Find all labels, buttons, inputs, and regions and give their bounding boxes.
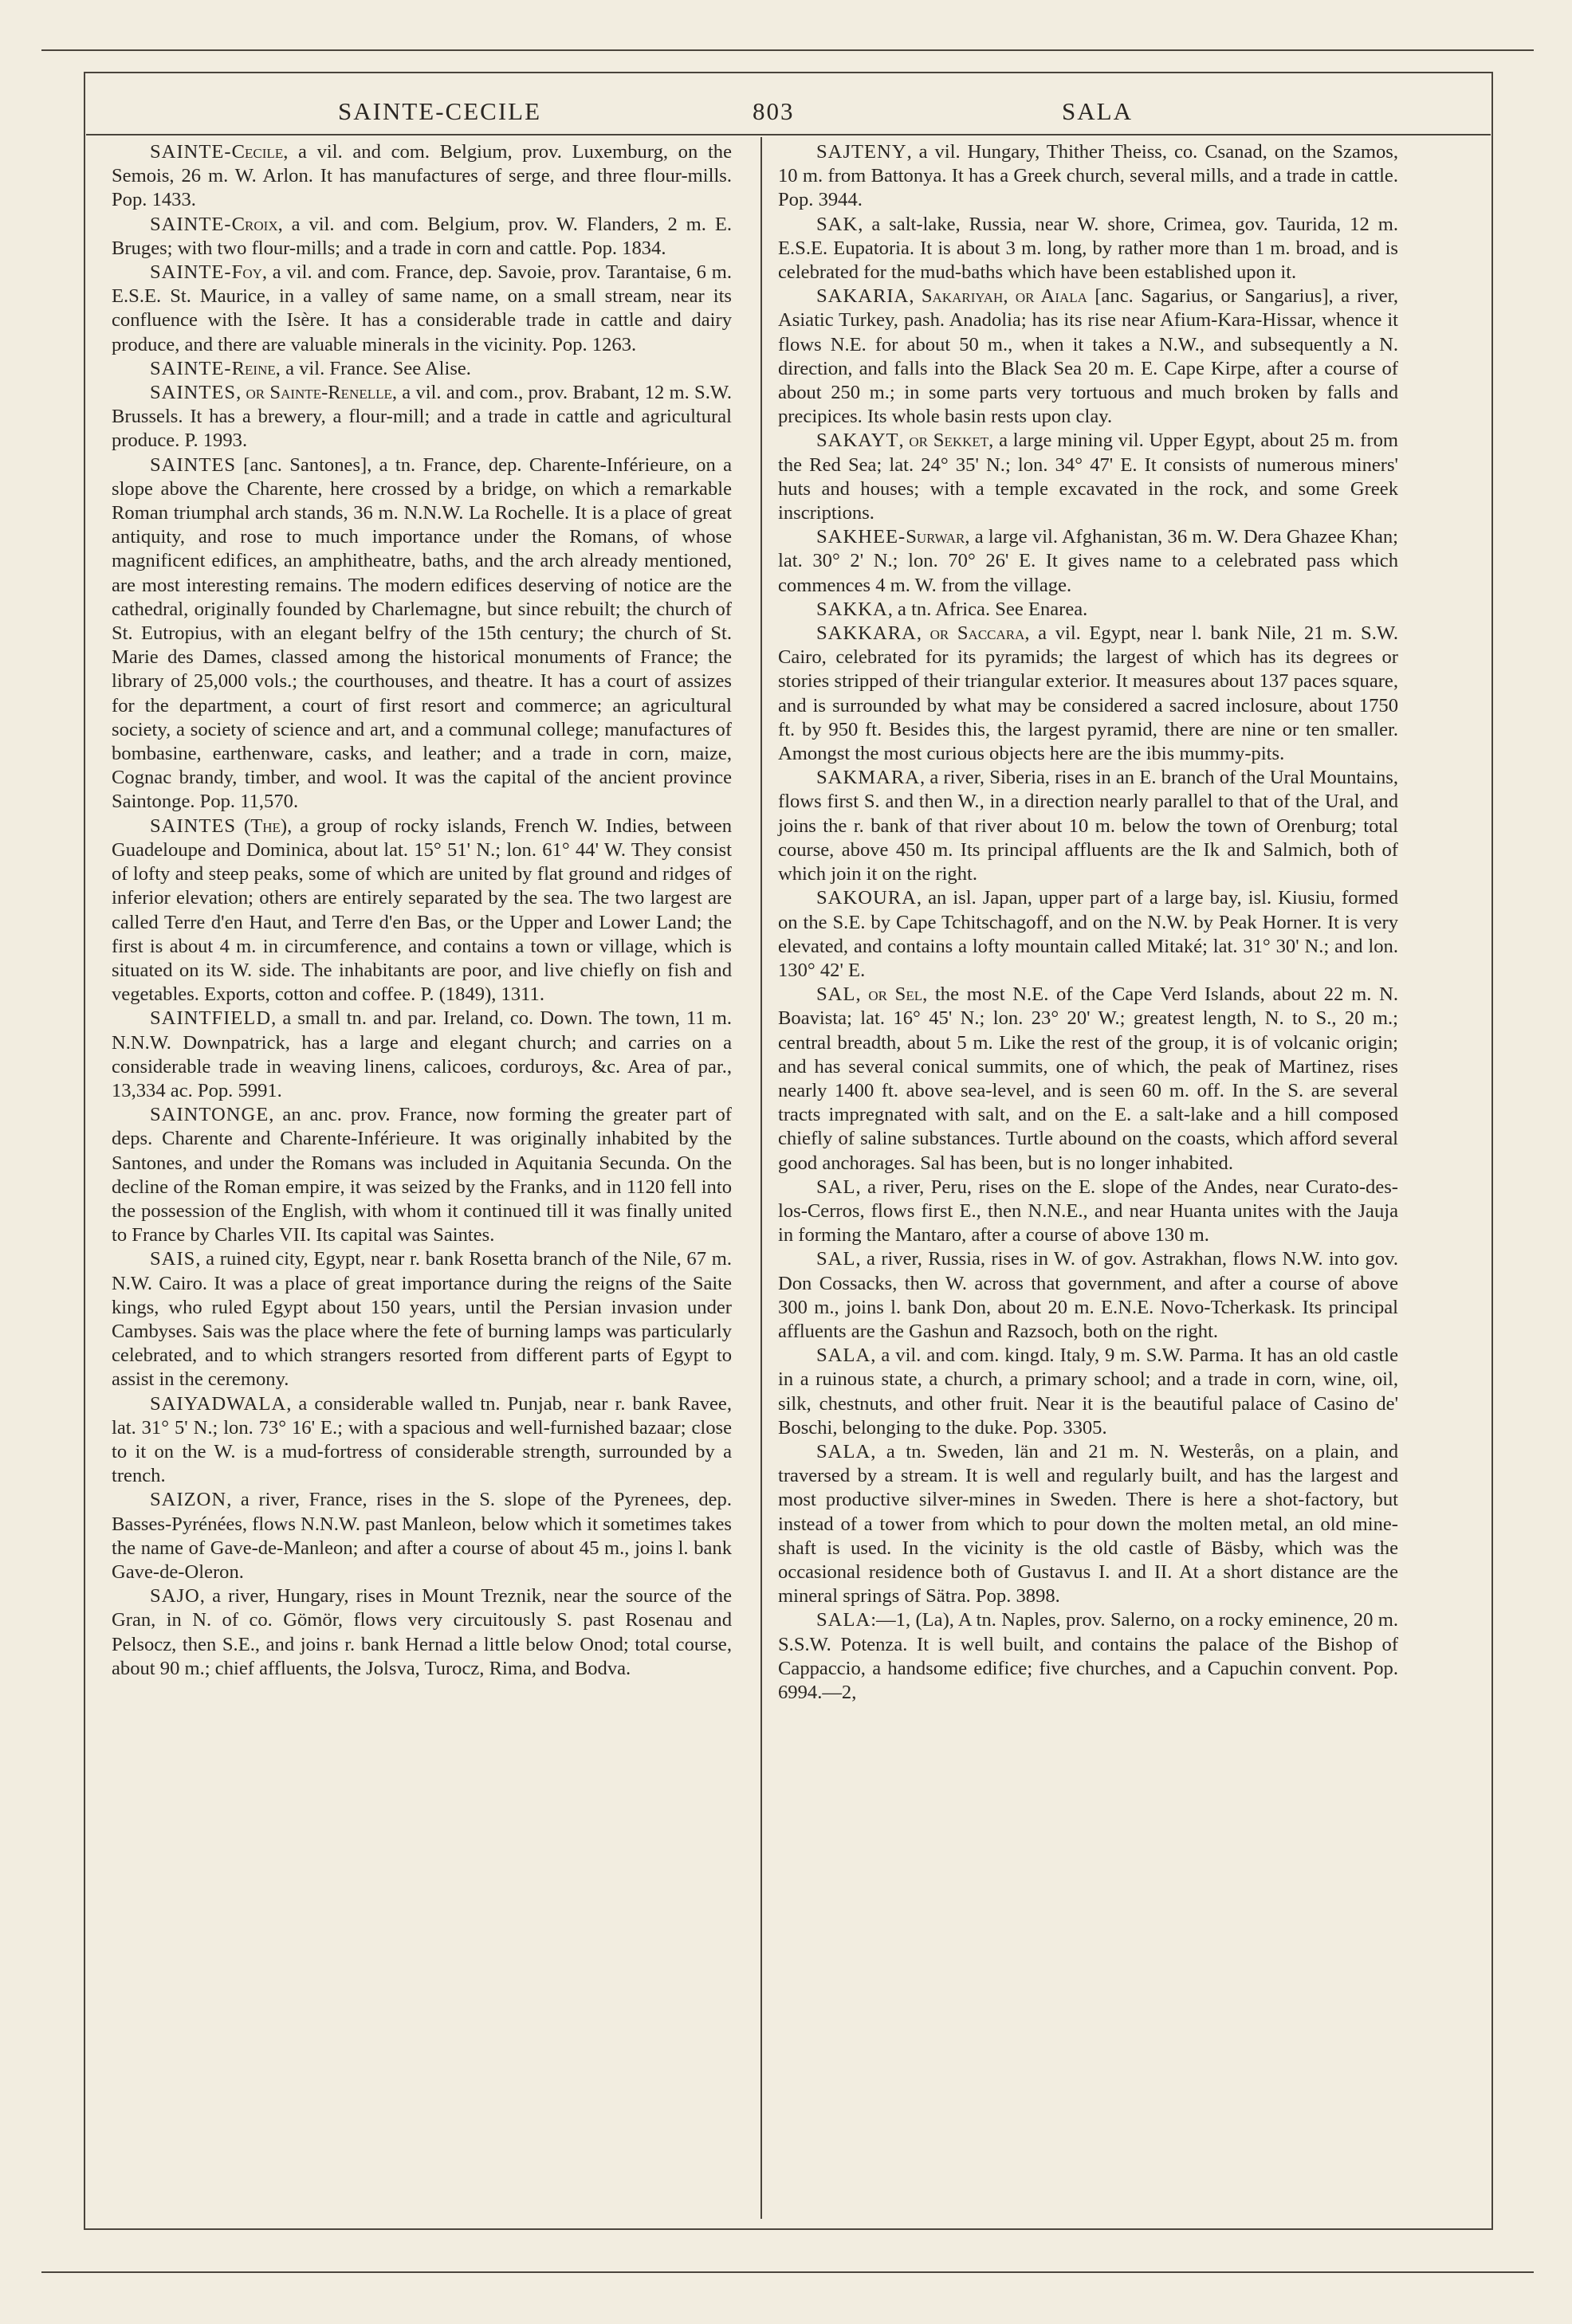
- running-header: [86, 86, 1489, 134]
- frame-outer-bottom: [41, 2271, 1534, 2273]
- frame-inner-left: [84, 72, 85, 2230]
- entry: SAKHEE-Surwar, a large vil. Afghanistan, 36 m. W. Dera Ghazee Khan; lat. 30° 2' N.; lon. 70° 26' E. It gives name to a celebrated pass which commences 4 m. W. from the village.: [778, 526, 1398, 596]
- entry: SAJO, a river, Hungary, rises in Mount Treznik, near the source of the Gran, in N. of co. Gömör, flows very circuitously S. past Rosenau and Pelsocz, then S.E., and joins r. bank Hernad a little below Onod; total course, about 90 m.; chief affluents, the Jolsva, Turocz, Rima, and Bodva.: [112, 1585, 732, 1679]
- entry: SAL, a river, Russia, rises in W. of gov. Astrakhan, flows N.W. into gov. Don Cossacks, then W. across that government, and after a course of above 300 m., joins l. bank Don, about 20 m. E.N.E. Novo-Tcherkask. Its principal affluents are the Gashun and Razsoch, both on the right.: [778, 1248, 1398, 1342]
- frame-inner-bottom: [84, 2228, 1493, 2230]
- entry: SAKARIA, Sakariyah, or Aiala [anc. Sagarius, or Sangarius], a river, Asiatic Turkey, pash. Anadolia; has its rise near Afium-Kara-Hissar, whence it flows N.E. for about 50 m., when it takes a N.W., and subsequently a N. direction, and falls into the Black Sea 20 m. E. Cape Kirpe, after a course of about 250 m.; in some parts very tortuous and much broken by falls and precipices. Its whole basin rests upon clay.: [778, 285, 1398, 428]
- entry: SAINTFIELD, a small tn. and par. Ireland, co. Down. The town, 11 m. N.N.W. Downpatrick, has a large and elegant church; and carries on a considerable trade in weaving linens, calicoes, corduroys, &c. Area of par., 13,334 ac. Pop. 5991.: [112, 1007, 732, 1101]
- column-divider: [760, 137, 762, 2219]
- entry: SAINTES, or Sainte-Renelle, a vil. and com., prov. Brabant, 12 m. S.W. Brussels. It has a brewery, a flour-mill; and a trade in cattle and agricultural produce. P. 1993.: [112, 382, 732, 452]
- entry: SAKKA, a tn. Africa. See Enarea.: [816, 598, 1088, 620]
- entry: SAINTE-Croix, a vil. and com. Belgium, prov. W. Flanders, 2 m. E. Bruges; with two flour-mills; and a trade in corn and cattle. Pop. 1834.: [112, 213, 732, 259]
- page-number: 803: [753, 97, 795, 125]
- entry: SAKAYT, or Sekket, a large mining vil. Upper Egypt, about 25 m. from the Red Sea; lat. 24° 35' N.; lon. 34° 47' E. It consists of numerous miners' huts and houses; with a temple excavated in the rock, and some Greek inscriptions.: [778, 430, 1398, 524]
- entry: SAINTE-Foy, a vil. and com. France, dep. Savoie, prov. Tarantaise, 6 m. E.S.E. St. Maurice, in a valley of same name, on a small stream, near its confluence with the Isère. It has a considerable trade in cattle and dairy produce, and there are valuable minerals in the vicinity. Pop. 1263.: [112, 261, 732, 355]
- entry: SAKOURA, an isl. Japan, upper part of a large bay, isl. Kiusiu, formed on the S.E. by Cape Tchitschagoff, and on the N.W. by Peak Horner. It is very elevated, and contains a lofty mountain called Mitaké; lat. 31° 30' N.; and lon. 130° 42' E.: [778, 887, 1398, 981]
- entry: SAIS, a ruined city, Egypt, near r. bank Rosetta branch of the Nile, 67 m. N.W. Cairo. It was a place of great importance during the reigns of the Saite kings, who ruled Egypt about 150 years, until the Persian invasion under Cambyses. Sais was the place where the fete of burning lamps was particularly celebrated, and to which strangers resorted from different parts of Egypt to assist in the ceremony.: [112, 1248, 732, 1391]
- header-rule: [86, 134, 1491, 135]
- entry: SAINTONGE, an anc. prov. France, now forming the greater part of deps. Charente and Charente-Inférieure. It was originally inhabited by the Santones, and under the Romans was included in Aquitania Secunda. On the decline of the Roman empire, it was seized by the Franks, and in 1120 fell into the possession of the English, with whom it continued till it was finally united to France by Charles VII. Its capital was Saintes.: [112, 1104, 732, 1246]
- entry: SALA:—1, (La), A tn. Naples, prov. Salerno, on a rocky eminence, 20 m. S.S.W. Potenza. It is well built, and contains the palace of the Bishop of Cappaccio, a handsome edifice; five churches, and a Capuchin convent. Pop. 6994.—2,: [778, 1609, 1398, 1703]
- frame-inner-right: [1491, 72, 1493, 2230]
- entry: SAKMARA, a river, Siberia, rises in an E. branch of the Ural Mountains, flows first S. and then W., in a direction nearly parallel to that of the Ural, and joins the r. bank of that river about 10 m. below the town of Orenburg; total course, above 450 m. Its principal affluents are the Ik and Salmich, both of which join it on the right.: [778, 767, 1398, 885]
- entry: SAL, or Sel, the most N.E. of the Cape Verd Islands, about 22 m. N. Boavista; lat. 16° 45' N.; lon. 23° 20' W.; greatest length, N. to S., 20 m.; central breadth, about 5 m. Like the rest of the group, it is of volcanic origin; and has several conical summits, one of which, the peak of Martinez, rises nearly 1400 ft. above sea-level, and is seen 60 m. off. In the S. are several tracts impregnated with salt, and on the E. a salt-lake and a hill composed chiefly of saline substances. Turtle abound on the coasts, which afford several good anchorages. Sal has been, but is no longer inhabited.: [778, 983, 1399, 1174]
- frame-inner-top: [84, 72, 1493, 73]
- entry: SAKKARA, or Saccara, a vil. Egypt, near l. bank Nile, 21 m. S.W. Cairo, celebrated for its pyramids; the largest of which has its degrees or stories stripped of their triangular exterior. It measures about 137 paces square, and is surrounded by what may be considered a sacred inclosure, about 1750 ft. by 950 ft. Besides this, the largest pyramid, there are nine or ten smaller. Amongst the most curious objects here are the ibis mummy-pits.: [778, 622, 1398, 765]
- entry: SALA, a vil. and com. kingd. Italy, 9 m. S.W. Parma. It has an old castle in a ruinous state, a church, a primary school; and a trade in corn, wine, oil, silk, chestnuts, and other fruit. Near it is the beautiful palace of Casino de' Boschi, belonging to the duke. Pop. 3305.: [778, 1345, 1398, 1439]
- entry: SAINTES (The), a group of rocky islands, French W. Indies, between Guadeloupe and Dominica, about lat. 15° 51' N.; lon. 61° 44' W. They consist of lofty and steep peaks, some of which are united by flat ground and ridges of inferior elevation; others are entirely separated by the sea. The two largest are called Terre d'en Haut, and Terre d'en Bas, or the Upper and Lower Land; the first is about 4 m. in circumference, and contains a town or village, which is situated on its W. side. The inhabitants are poor, and live chiefly on fish and vegetables. Exports, cotton and coffee. P. (1849), 1311.: [112, 815, 732, 1006]
- frame-outer-top: [41, 49, 1534, 51]
- entry: SAINTE-Cecile, a vil. and com. Belgium, prov. Luxemburg, on the Semois, 26 m. W. Arlon. It has manufactures of serge, and three flour-mills. Pop. 1433.: [112, 141, 732, 211]
- header-right: SALA: [1062, 97, 1133, 125]
- entry: SAL, a river, Peru, rises on the E. slope of the Andes, near Curato-des-los-Cerros, flows first E., then N.N.E., and near Huanta unites with the Jauja in forming the Mantaro, after a course of above 130 m.: [778, 1176, 1398, 1246]
- entry: SAIZON, a river, France, rises in the S. slope of the Pyrenees, dep. Basses-Pyrénées, flows N.N.W. past Manleon, below which it sometimes takes the name of Gave-de-Manleon; and after a course of about 45 m., joins l. bank Gave-de-Oleron.: [112, 1489, 732, 1583]
- entry: SAINTES [anc. Santones], a tn. France, dep. Charente-Inférieure, on a slope above the Charente, here crossed by a bridge, on which a remarkable Roman triumphal arch stands, 36 m. N.N.W. La Rochelle. It is a place of great antiquity, and rose to much importance under the Romans, of whose magnificent edifices, an amphitheatre, baths, and the arch already mentioned, are most interesting remains. The modern edifices deserving of notice are the cathedral, originally founded by Charlemagne, but since rebuilt; the church of St. Eutropius, with an elegant belfry of the 15th century; the church of St. Marie des Dames, classed among the historical monuments of France; the library of 25,000 vols.; the courthouses, and theatre. It has a court of assizes for the department, a court of first resort and commerce; an agricultural society, a society of science and art, and a communal college; manufactures of bombasine, earthenware, casks, and leather; and a trade in corn, maize, Cognac brandy, timber, and wool. It was the capital of the ancient province Saintonge. Pop. 11,570.: [112, 453, 732, 813]
- entry: SAK, a salt-lake, Russia, near W. shore, Crimea, gov. Taurida, 12 m. E.S.E. Eupatoria. It is about 3 m. long, by rather more than 1 m. broad, and is celebrated for the mud-baths which have been established upon it.: [778, 213, 1398, 284]
- entry: SAIYADWALA, a considerable walled tn. Punjab, near r. bank Ravee, lat. 31° 5' N.; lon. 73° 16' E.; with a spacious and well-furnished bazaar; close to it on the W. is a mud-fortress of considerable strength, surrounded by a trench.: [112, 1392, 732, 1487]
- entry: SAJTENY, a vil. Hungary, Thither Theiss, co. Csanad, on the Szamos, 10 m. from Battonya. It has a Greek church, several mills, and a trade in cattle. Pop. 3944.: [778, 141, 1398, 211]
- entry: SALA, a tn. Sweden, län and 21 m. N. Westerås, on a plain, and traversed by a stream. It is well and regularly built, and has the largest and most productive silver-mines in Sweden. There is here a shot-factory, but instead of a tower from which to pour down the molten metal, an old mine-shaft is used. In the vicinity is the old castle of Bäsby, which was the occasional residence both of Gustavus I. and II. At a short distance are the mineral springs of Sätra. Pop. 3898.: [778, 1440, 1398, 1608]
- header-left: SAINTE-CECILE: [338, 97, 542, 125]
- entry: SAINTE-Reine, a vil. France. See Alise.: [150, 357, 471, 379]
- right-column: [778, 140, 1398, 1705]
- left-column: [112, 140, 732, 1681]
